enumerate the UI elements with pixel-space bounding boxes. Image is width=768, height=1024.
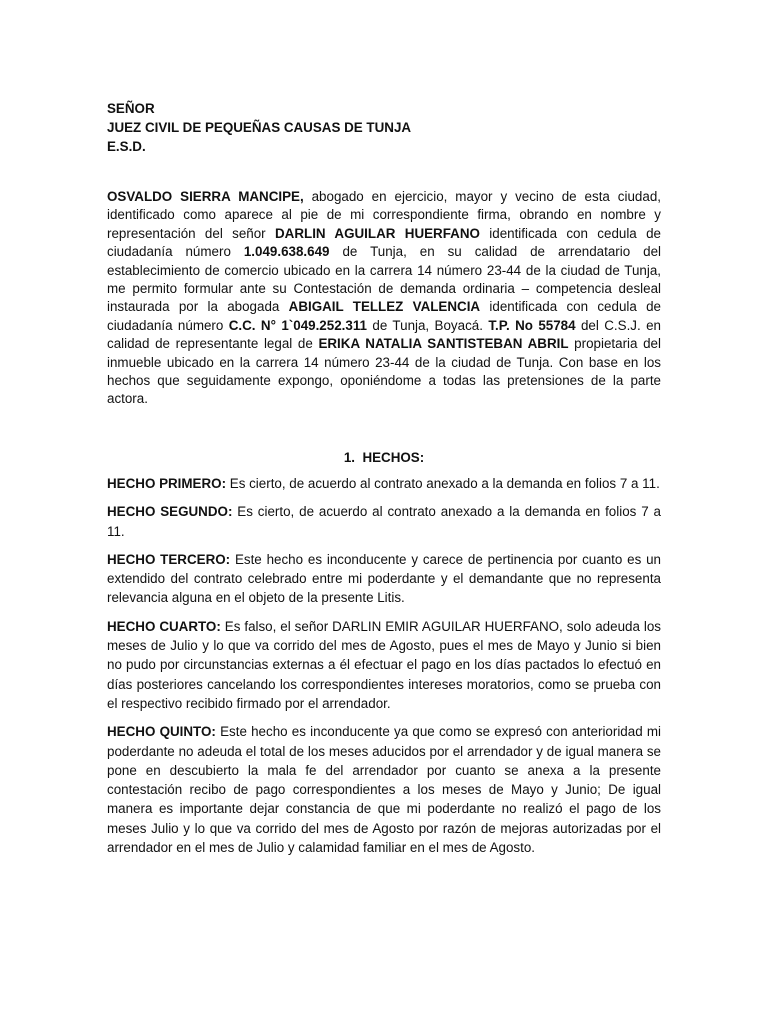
intro-run: de Tunja, Boyacá.: [366, 317, 489, 333]
section-number: 1.: [343, 450, 355, 465]
intro-run: OSVALDO SIERRA MANCIPE,: [107, 189, 304, 204]
fact-paragraph: [107, 722, 661, 857]
addressee-block: [107, 99, 661, 156]
fact-label: HECHO QUINTO:: [107, 724, 216, 740]
section-title: HECHOS:: [362, 450, 425, 465]
facts-list: [107, 474, 661, 866]
addressee-court: JUEZ CIVIL DE PEQUEÑAS CAUSAS DE TUNJA: [107, 120, 412, 135]
section-heading-hechos: [107, 448, 661, 468]
fact-paragraph: [107, 550, 661, 608]
fact-text: Es falso, el señor DARLIN EMIR AGUILAR HUERFANO, solo adeuda los meses de Julio y lo que va corrido del mes de Agosto, pues el mes de Mayo y Junio si bien no pudo por circunstancias externas a él efectuar el pago en los días pactados lo efectuó en días posteriores cancelando los correspondientes intereses moratorios, como se prueba con el respectivo recibido firmado por el arrendador.: [107, 618, 661, 711]
fact-text: Es cierto, de acuerdo al contrato anexado a la demanda en folios 7 a 11.: [107, 504, 661, 539]
fact-label: HECHO CUARTO:: [107, 618, 221, 634]
intro-run: identificada con cedula de ciudadanía número: [107, 225, 661, 260]
intro-run: abogado en ejercicio, mayor y vecino de esta ciudad, identificado como aparece al pie de mi correspondiente firma, obrando en nombre y representación del señor: [107, 189, 661, 241]
intro-run: de Tunja, en su calidad de arrendatario del establecimiento de comercio ubicado en la carrera 14 número 23-44 de la ciudad de Tunja, me permito formular ante su Contestación de demanda ordinaria – competencia desleal instaurada por la abogada: [107, 244, 661, 315]
intro-run: del C.S.J. en calidad de representante legal de: [107, 317, 661, 352]
intro-run: ABIGAIL TELLEZ VALENCIA: [288, 299, 481, 315]
intro-run: 1.049.638.649: [243, 244, 330, 260]
addressee-esd: E.S.D.: [107, 139, 146, 154]
fact-paragraph: [107, 502, 661, 541]
fact-text: Es cierto, de acuerdo al contrato anexado a la demanda en folios 7 a 11.: [226, 476, 660, 491]
intro-run: propietaria del inmueble ubicado en la carrera 14 número 23-44 de la ciudad de Tunja. Con base en los hechos que seguidamente expongo, oponiéndome a todas las pretensiones de la parte actora.: [107, 336, 661, 407]
fact-label: HECHO TERCERO:: [107, 551, 231, 567]
intro-run: ERIKA NATALIA SANTISTEBAN ABRIL: [318, 336, 569, 352]
fact-paragraph: [107, 474, 661, 493]
intro-run: C.C. N° 1`049.252.311: [228, 317, 367, 333]
addressee-salutation: SEÑOR: [107, 101, 155, 116]
intro-paragraph: [107, 188, 661, 409]
intro-run: DARLIN AGUILAR HUERFANO: [275, 225, 480, 241]
intro-run: T.P. No 55784: [488, 317, 576, 333]
intro-run: identificada con cedula de ciudadanía número: [107, 299, 662, 333]
fact-text: Este hecho es inconducente y carece de pertinencia por cuanto es un extendido del contrato celebrado entre mi poderdante y el demandante que no representa relevancia alguna en el objeto de la presente Litis.: [107, 551, 661, 606]
fact-label: HECHO SEGUNDO:: [107, 504, 233, 520]
fact-paragraph: [107, 617, 661, 713]
fact-text: Este hecho es inconducente ya que como se expresó con anterioridad mi poderdante no adeuda el total de los meses aducidos por el arrendador y de igual manera se pone en descubierto la mala fe del arrendador por cuanto se anexa a la presente contestación recibo de pago correspondientes a los meses de Mayo y Junio; De igual manera es importante dejar constancia de que mi poderdante no realizó el pago de los meses Julio y lo que va corrido del mes de Agosto por razón de mejoras autorizadas por el arrendador en el mes de Julio y calamidad familiar en el mes de Agosto.: [107, 724, 661, 856]
fact-label: HECHO PRIMERO:: [107, 476, 227, 491]
